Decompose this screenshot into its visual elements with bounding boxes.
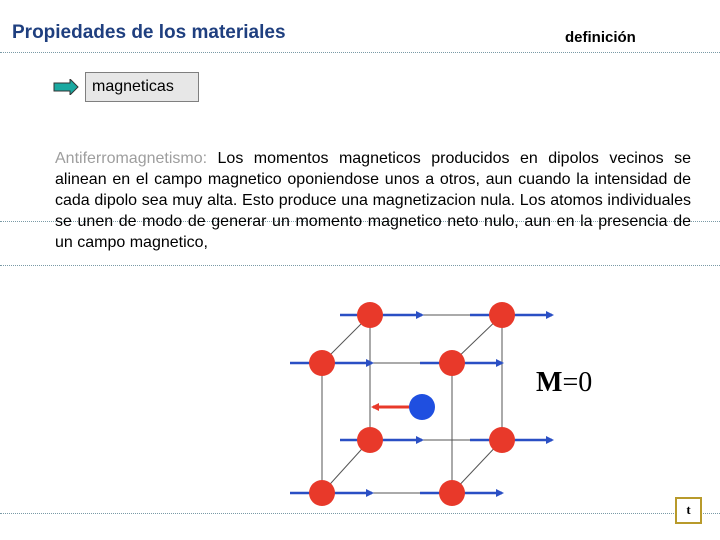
footer-divider xyxy=(0,513,720,514)
right-arrow-icon xyxy=(53,79,79,95)
center-atom xyxy=(409,394,435,420)
corner-atom xyxy=(309,350,335,376)
corner-atom xyxy=(489,302,515,328)
slide-title: Propiedades de los materiales xyxy=(12,22,286,43)
corner-atom xyxy=(489,427,515,453)
next-slide-button[interactable]: t xyxy=(675,497,702,524)
topic-tag: magneticas xyxy=(85,72,199,102)
corner-atom xyxy=(439,350,465,376)
definition-text: Los momentos magneticos producidos en dipolos vecinos se alinean en el campo magnetico oponiendose unos a otros, aun cuando la intensidad de cada dipolo sea muy alta. Esto produce una magnetizacion nula. Los atomos individuales se unen de modo de generar un momento magnetico neto nulo, aun en la presencia de un campo magnetico, xyxy=(55,150,691,251)
definition-paragraph xyxy=(55,148,691,253)
magnetization-value: =0 xyxy=(562,367,593,398)
corner-atom xyxy=(439,480,465,506)
header-divider xyxy=(0,52,720,53)
text-divider xyxy=(0,265,720,266)
magnetization-symbol: M xyxy=(536,367,563,398)
corner-atom xyxy=(309,480,335,506)
antiferromagnetic-lattice-diagram xyxy=(270,285,610,520)
corner-atom xyxy=(357,427,383,453)
definition-term: Antiferromagnetismo: xyxy=(55,150,208,167)
corner-atom xyxy=(357,302,383,328)
magnetization-label xyxy=(536,367,592,399)
section-label: definición xyxy=(565,29,636,46)
